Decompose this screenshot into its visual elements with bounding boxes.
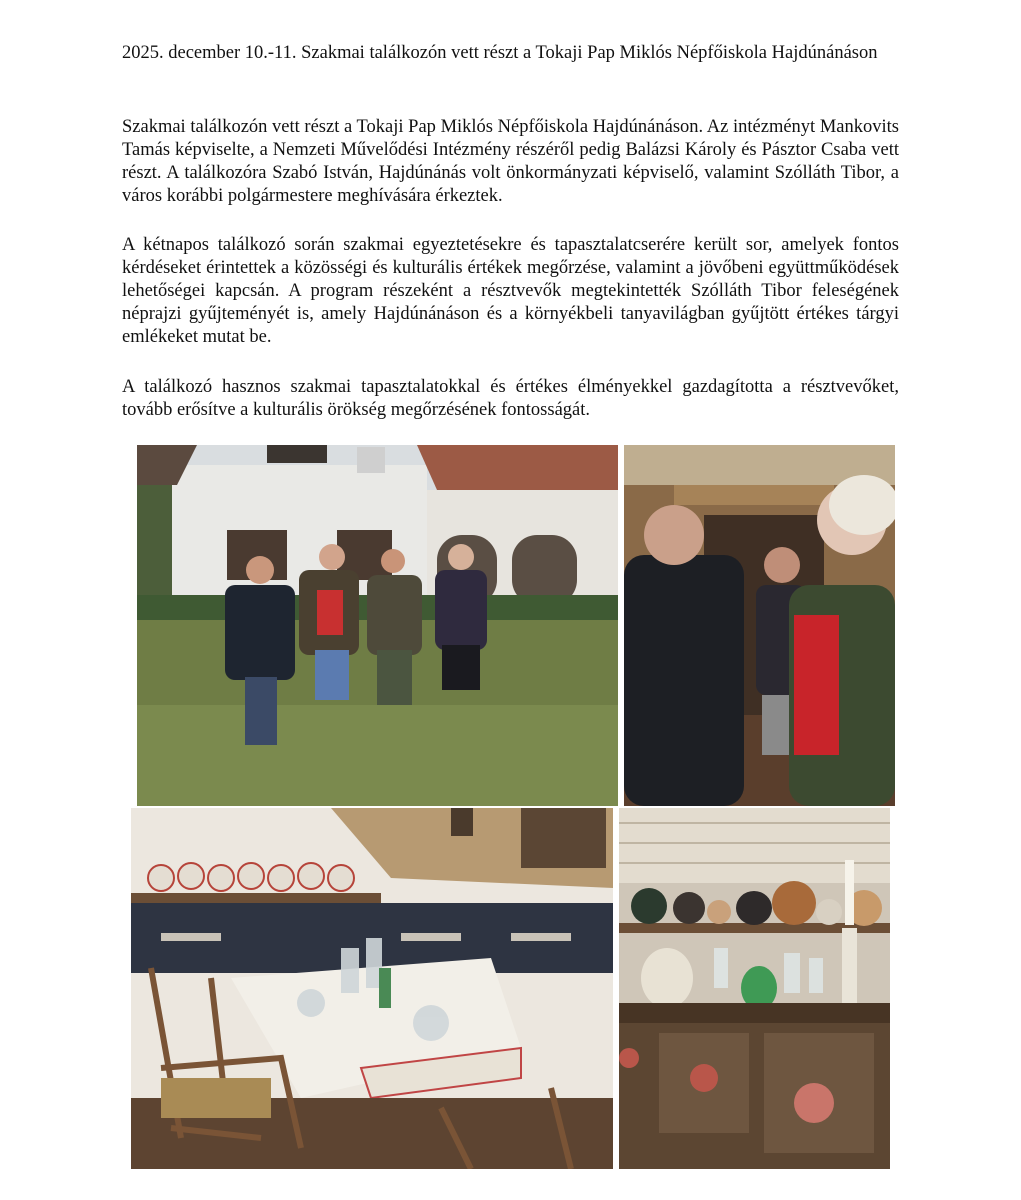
interior-visitors-photo	[624, 445, 895, 806]
article-title: 2025. december 10.-11. Szakmai találkozón vett részt a Tokaji Pap Miklós Népfőiskola Hajdúnánáson	[122, 43, 878, 63]
paragraph-3: A találkozó hasznos szakmai tapasztalatokkal és értékes élményekkel gazdagította a résztvevőket, tovább erősítve a kulturális örökség megőrzésének fontosságát.	[122, 377, 899, 420]
group-outdoor-photo	[137, 445, 618, 806]
paragraph-2: A kétnapos találkozó során szakmai egyeztetésekre és tapasztalatcserére került sor, amelyek fontos kérdéseket érintettek a közösségi és kulturális értékek megőrzése, valamint a jövőbeni együttműködések lehetőségei kapcsán. A program részeként a résztvevők megtekintették Szólláth Tibor feleségének néprajzi gyűjteményét is, amely Hajdúnánáson és a környékbeli tanyavilágban gyűjtött értékes tárgyi emlékeket mutat be.	[122, 235, 899, 347]
folk-room-table-photo	[131, 808, 613, 1169]
paragraph-1: Szakmai találkozón vett részt a Tokaji Pap Miklós Népfőiskola Hajdúnánáson. Az intézményt Mankovits Tamás képviselte, a Nemzeti Művelődési Intézmény részéről pedig Balázsi Károly és Pásztor Csaba vett részt. A találkozóra Szabó István, Hajdúnánás volt önkormányzati képviselő, valamint Szólláth Tibor, a város korábbi polgármestere meghívására érkeztek.	[122, 117, 899, 206]
folk-chest-pottery-photo	[619, 808, 890, 1169]
